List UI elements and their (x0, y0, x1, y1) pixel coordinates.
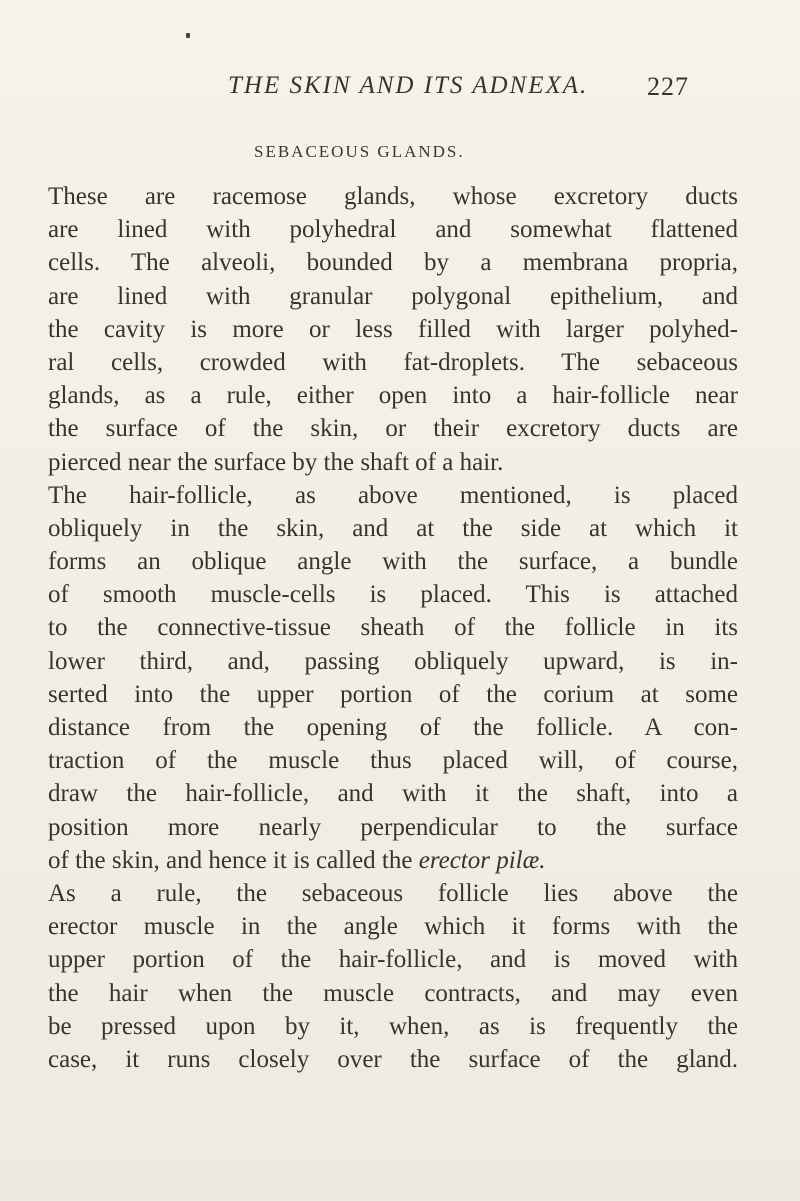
text-line: These are racemose glands, whose excretory ducts (48, 183, 738, 210)
ink-speck (186, 33, 190, 38)
text-line: forms an oblique angle with the surface, a bundle (48, 548, 738, 576)
running-title: THE SKIN AND ITS ADNEXA. (228, 72, 589, 99)
italic-term: erector pilæ. (418, 846, 546, 874)
text-line: the hair when the muscle contracts, and may even (48, 979, 738, 1007)
text-line: pierced near the surface by the shaft of a hair. (48, 448, 504, 476)
text-line: distance from the opening of the follicle. A con- (48, 714, 738, 741)
body-text (48, 180, 738, 1076)
page-number: 227 (647, 72, 689, 101)
text-line: are lined with polyhedral and somewhat flattened (48, 216, 738, 244)
text-line: The hair-follicle, as above mentioned, is placed (48, 481, 738, 509)
text-line: traction of the muscle thus placed will, of course, (48, 747, 738, 775)
text-line: ral cells, crowded with fat-droplets. The sebaceous (48, 348, 738, 376)
text-line: upper portion of the hair-follicle, and is moved with (48, 946, 738, 974)
text-line: position more nearly perpendicular to the surface (48, 813, 738, 841)
text-line: obliquely in the skin, and at the side at which it (48, 514, 738, 542)
text-line: lower third, and, passing obliquely upward, is in- (48, 647, 738, 675)
text-line: the cavity is more or less filled with larger polyhed- (48, 315, 738, 343)
text-line: serted into the upper portion of the corium at some (48, 680, 738, 708)
text-line: draw the hair-follicle, and with it the shaft, into a (48, 780, 738, 808)
text-line: the surface of the skin, or their excretory ducts are (48, 415, 738, 443)
text-line: be pressed upon by it, when, as is frequently the (48, 1012, 738, 1040)
text-line: As a rule, the sebaceous follicle lies above the (48, 879, 738, 907)
text-line: case, it runs closely over the surface of the gland. (48, 1045, 738, 1073)
text-line: to the connective-tissue sheath of the follicle in its (48, 614, 738, 642)
section-heading: SEBACEOUS GLANDS. (254, 142, 465, 161)
running-head (0, 62, 800, 102)
text-line: of smooth muscle-cells is placed. This is attached (48, 581, 738, 609)
text-segment: of the skin, and hence it is called the (48, 846, 413, 874)
text-line: erector muscle in the angle which it forms with the (48, 913, 738, 941)
text-line: glands, as a rule, either open into a hair-follicle near (48, 382, 738, 410)
text-line-with-italic (48, 844, 738, 877)
text-line: are lined with granular polygonal epithelium, and (48, 282, 738, 310)
text-line: cells. The alveoli, bounded by a membrana propria, (48, 249, 738, 277)
